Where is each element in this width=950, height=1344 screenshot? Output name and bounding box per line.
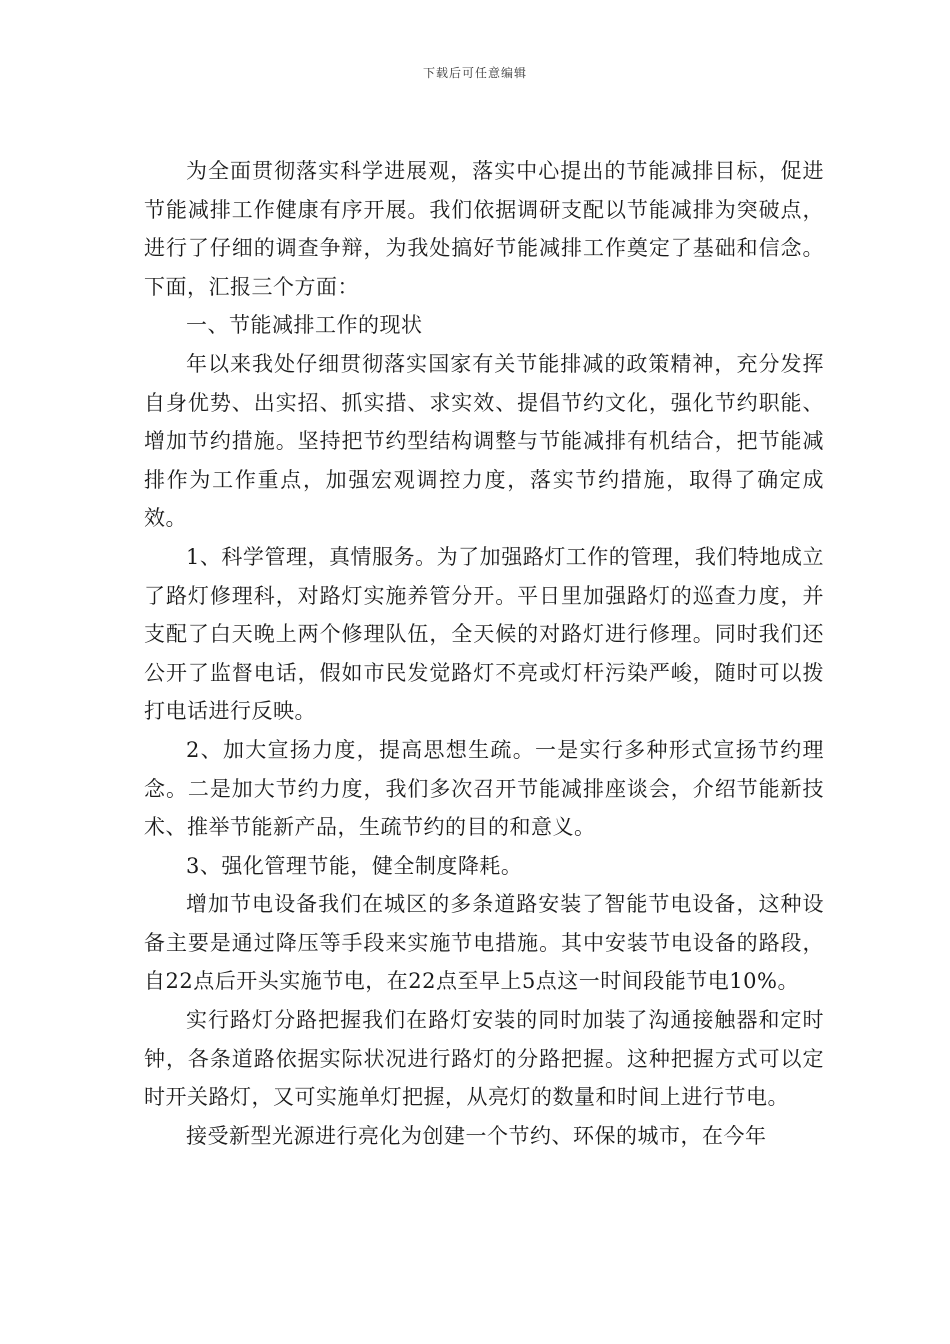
- paragraph-new-light-source: 接受新型光源进行亮化为创建一个节约、环保的城市，在今年: [186, 1123, 767, 1148]
- paragraph-saving-devices: 增加节电设备我们在城区的多条道路安装了智能节电设备，这种设备主要是通过降压等手段来实施节电措施。其中安装节电设备的路段，自22点后开头实施节电，在22点至早上5点这一时间段能节电10%。: [144, 892, 824, 994]
- page-header: 下载后可任意编辑: [422, 66, 527, 80]
- document-body: [144, 152, 824, 1155]
- paragraph-item-2: 2、加大宣扬力度，提高思想生疏。一是实行多种形式宣扬节约理念。二是加大节约力度，我们多次召开节能减排座谈会，介绍节能新技术、推举节能新产品，生疏节约的目的和意义。: [144, 737, 824, 840]
- paragraph-item-3: 3、强化管理节能，健全制度降耗。: [186, 853, 523, 878]
- paragraph-intro: 为全面贯彻落实科学进展观，落实中心提出的节能减排目标，促进节能减排工作健康有序开展。我们依据调研支配以节能减排为突破点，进行了仔细的调查争辩，为我处搞好节能减排工作奠定了基础和信念。下面，汇报三个方面：: [144, 159, 824, 299]
- paragraph-status: 年以来我处仔细贯彻落实国家有关节能排减的政策精神，充分发挥自身优势、出实招、抓实措、求实效、提倡节约文化，强化节约职能、增加节约措施。坚持把节约型结构调整与节能减排有机结合，把节能减排作为工作重点，加强宏观调控力度，落实节约措施，取得了确定成效。: [144, 351, 824, 531]
- paragraph-item-1: 1、科学管理，真情服务。为了加强路灯工作的管理，我们特地成立了路灯修理科，对路灯实施养管分开。平日里加强路灯的巡查力度，并支配了白天晚上两个修理队伍，全天候的对路灯进行修理。同时我们还公开了监督电话，假如市民发觉路灯不亮或灯杆污染严峻，随时可以拨打电话进行反映。: [144, 544, 824, 724]
- paragraph-circuit-control: 实行路灯分路把握我们在路灯安装的同时加装了沟通接触器和定时钟，各条道路依据实际状况进行路灯的分路把握。这种把握方式可以定时开关路灯，又可实施单灯把握，从亮灯的数量和时间上进行节电。: [144, 1008, 824, 1110]
- section-heading-current-status: 一、节能减排工作的现状: [186, 313, 423, 338]
